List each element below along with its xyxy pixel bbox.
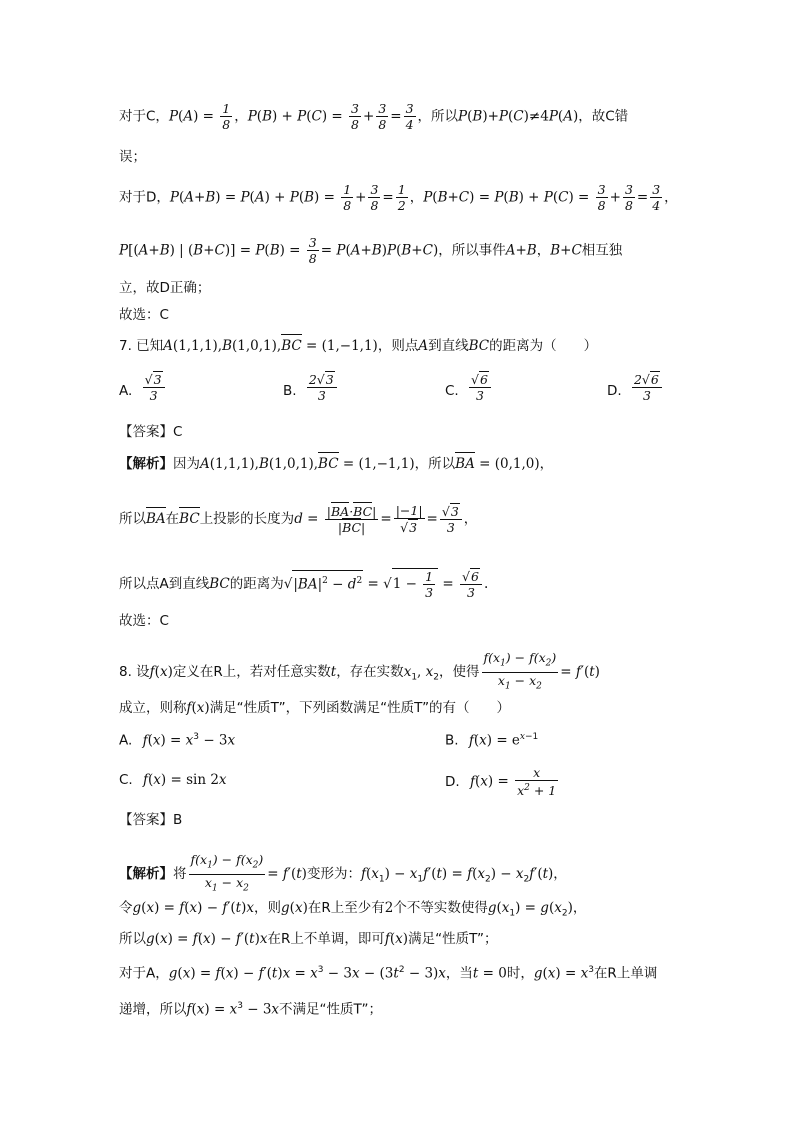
q7-pre: 7. 已知 [119, 338, 164, 354]
q8-opt-d-label: D. [445, 773, 460, 790]
q8-l2-1: 成立，则称 [119, 700, 187, 716]
q8-l3a: 所以 [119, 931, 146, 947]
q7-dist-mid: 的距离为 [229, 576, 284, 592]
d-tail: 相互独 [581, 242, 623, 259]
q7-proj-pre: 所以 [119, 511, 146, 527]
q8-opt-c-label: C. [119, 772, 133, 788]
q8-analysis-3: 所以g(x) = f(x) − f′(t)x在R上不单调，即可f(x)满足“性质T”； [119, 931, 498, 947]
q8-l4b: ，当 [445, 965, 473, 982]
q7-option-a: A. $\frac{√3}{3}$ [119, 371, 167, 403]
q8-analysis-5: 递增，所以$f(x) = x^3 - 3x$不满足“性质T”； [119, 1001, 382, 1018]
fraction: $\frac{1}{8}$ [222, 101, 231, 132]
q8-l2d: 2 [384, 900, 394, 916]
q8-l2c: 在R上至少有 [307, 900, 385, 916]
text-line-d-wrap: 立，故D正确； [119, 280, 211, 296]
q7-option-d: D. $\frac{2√6}{3}$ [607, 371, 664, 403]
text-line-d: 对于D，P(A+B) = P(A) + P(B) = $\frac{1}{8}$ + $\frac{3}{8}$ = $\frac{1}{2}$ ，P(B+C) = P(B) + P(C) = $\frac{3}{8}$ + $\frac{3}{8}$ = $\frac{3}{4}$ ， [119, 182, 678, 213]
q7-proj-mid: 在 [165, 511, 180, 527]
q7-a2: ，所以 [414, 456, 456, 472]
q7-post: ，则点 [377, 338, 419, 354]
q8-option-d: D. f(x) = $\frac{x}{x^2 + 1}$ [445, 765, 557, 799]
q7-answer: 【答案】C [119, 424, 183, 440]
q7-opt-b-label: B. [283, 383, 297, 399]
answer-line-1: 故选：C [119, 307, 169, 323]
q8-s3: ，使得 [439, 664, 480, 680]
q7-distance: 所以点A到直线BC的距离为$√|BA|^2 - d^2 = √1$ − $\frac{1}{3}$ = $\frac{√6}{3}$ . [119, 569, 489, 600]
c-tail: ，故C错 [578, 108, 629, 125]
d-mid: ，所以事件 [438, 242, 506, 259]
q7-end2: 的距离为（ ） [489, 338, 598, 354]
q7-analysis-1: 【解析】因为A(1,1,1),B(1,0,1),BC = (1,−1,1)，所以BA = (0,1,0)， [119, 456, 554, 472]
c-mid: ，所以 [417, 108, 459, 125]
q8-analysis-2: 令g(x) = f(x) − f′(t)x，则g(x)在R上至少有2个不等实数使得$g(x_1) = g(x_2)$， [119, 900, 587, 919]
q8-pre: 8. 设 [119, 664, 150, 680]
q8-l2a: 令 [119, 900, 133, 916]
q7-dist-pre: 所以点A到直线 [119, 576, 210, 592]
q7-projection: 所以BA在BC上投影的长度为d = $\frac{|BA\cdot BC|}{|BC|}$ = $\frac{|-1|}{√3}$ = $\frac{√3}{3}$ ， [119, 503, 478, 535]
text-line-c-wrap: 误； [119, 149, 146, 165]
q8-analysis-4: 对于A，$g(x) = f(x) - f'(t)x = x^3 - 3x - (3t^2 - 3)x$，当t = 0时，$g(x) = x^3$在R上单调 [119, 965, 658, 982]
q8-s2: ，存在实数 [336, 664, 404, 680]
text-line-d2: P[(A+B) | (B+C)] = P(B) = $\frac{3}{8}$ = P(A+B)P(B+C)，所以事件A+B，B+C相互独 [119, 235, 623, 266]
q7-a1: 因为 [173, 456, 200, 472]
q8-l3c: 满足“性质T”； [408, 931, 498, 947]
q7-opt-a-label: A. [119, 383, 133, 399]
q8-l4d: 在R上单调 [593, 965, 658, 982]
q8-l4c: 时， [506, 965, 534, 982]
q8-s1: 定义在R上，若对任意实数 [172, 664, 331, 680]
q7-proj-mid2: 上投影的长度为 [199, 511, 295, 527]
q8-l3b: 在R上不单调，即可 [267, 931, 385, 947]
q8-stem: 8. 设f(x)定义在R上，若对任意实数t，存在实数$x_1$, $x_2$，使得 $\frac{f(x_1) - f(x_2)}{x_1 - x_2}$ = f′(t) [119, 650, 600, 691]
q8-opt-a-label: A. [119, 732, 133, 749]
q8-l2e: 个不等实数使得 [393, 900, 488, 916]
analysis-tag-2: 【解析】 [119, 866, 173, 882]
q8-l5a: 递增，所以 [119, 1001, 187, 1018]
q8-a2: 变形为： [306, 866, 361, 882]
q8-answer: 【答案】B [119, 812, 183, 828]
q8-l2-2: 满足“性质T”，下列函数满足“性质T”的有（ ） [209, 700, 511, 716]
q8-l4a: 对于A， [119, 965, 169, 982]
q8-a1: 将 [173, 866, 187, 882]
q7-option-b: B. $\frac{2√3}{3}$ [283, 371, 339, 403]
q7-end: 到直线 [428, 338, 469, 354]
q7-stem: 7. 已知A(1,1,1),B(1,0,1),BC = (1,−1,1)，则点A到直线BC的距离为（ ） [119, 338, 598, 354]
q7-opt-c-label: C. [445, 383, 459, 399]
answer-line-2: 故选：C [119, 613, 169, 629]
q8-option-a: A. $f(x) = x^3 - 3x$ [119, 732, 236, 749]
q8-l5b: 不满足“性质T”； [279, 1001, 382, 1018]
d-pre: 对于D， [119, 189, 170, 206]
c-pre: 对于C， [119, 108, 169, 125]
q7-opt-d-label: D. [607, 383, 622, 399]
q8-opt-b-label: B. [445, 732, 459, 749]
q8-option-c: C. f(x) = sin 2x [119, 772, 227, 788]
q8-l2b: ，则 [254, 900, 281, 916]
q8-stem-2: 成立，则称f(x)满足“性质T”，下列函数满足“性质T”的有（ ） [119, 700, 511, 716]
q8-option-b: B. $f(x) = e^{x-1}$ [445, 732, 539, 749]
text-line-c: 对于C，P(A) = $\frac{1}{8}$ ，P(B) + P(C) = $\frac{3}{8}$ + $\frac{3}{8}$ = $\frac{3}{4}$ ，所以P(B)+P(C)≠4P(A)，故C错 [119, 101, 629, 132]
q8-analysis-1: 【解析】将 $\frac{f(x_1) - f(x_2)}{x_1 - x_2}$ = f′(t)变形为：$f(x_1) - x_1f'(t) = f(x_2) - x_2f'(t)$， [119, 852, 567, 893]
analysis-tag: 【解析】 [119, 456, 173, 472]
q7-option-c: C. $\frac{√6}{3}$ [445, 371, 493, 403]
